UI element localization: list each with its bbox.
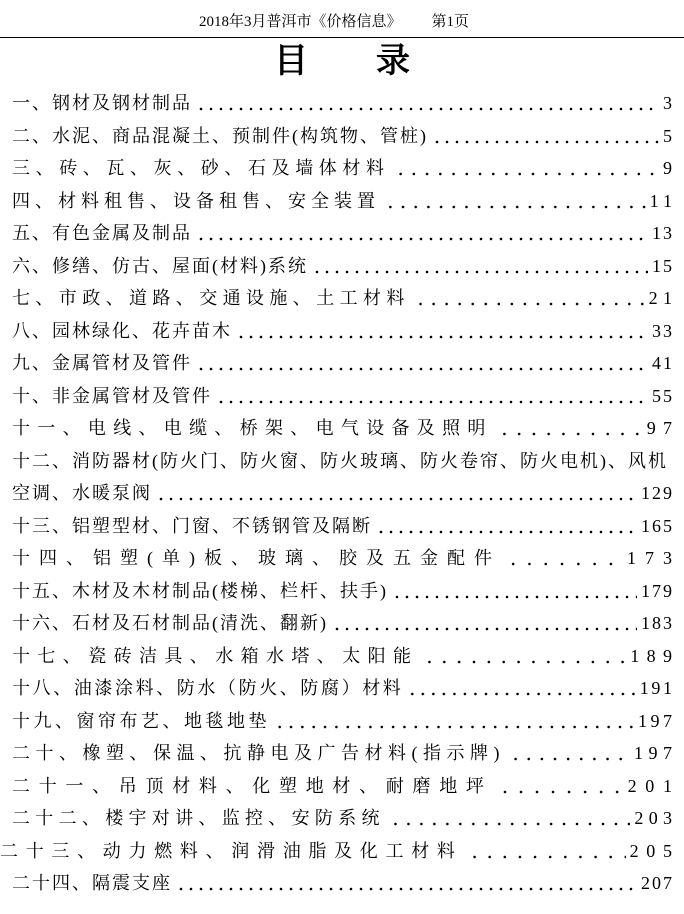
toc-entry-line <box>0 835 680 868</box>
toc-entry-page-number: 21 <box>648 288 678 308</box>
dot-leader <box>432 120 659 153</box>
toc-entry <box>12 672 675 705</box>
toc-entry-line <box>12 152 678 185</box>
toc-entry-label: 十八、油漆涂料、防水（防火、防腐）材料 <box>12 678 404 698</box>
toc-entry-line <box>12 867 672 900</box>
toc-entry-page-number: 9 <box>662 158 678 178</box>
toc-entry-line <box>12 542 681 575</box>
toc-entry <box>12 705 676 738</box>
dot-leader <box>236 315 648 348</box>
toc-entry-label: 五、有色金属及制品 <box>12 223 192 243</box>
toc-entry <box>12 737 678 770</box>
toc-entry <box>12 575 672 608</box>
dot-leader <box>467 835 626 868</box>
toc-entry <box>12 185 677 218</box>
toc-entry <box>12 250 672 283</box>
toc-entry-page-number: 33 <box>652 320 674 341</box>
toc-entry <box>12 607 672 640</box>
toc-entry-line <box>12 217 672 250</box>
dot-leader <box>216 380 648 413</box>
toc-entry-page-number: 165 <box>641 515 674 536</box>
dot-leader <box>176 867 637 900</box>
toc-entry-label: 二十三、动力燃料、润滑油脂及化工材料 <box>0 840 463 861</box>
dot-leader <box>376 510 637 543</box>
toc-entry-label: 十七、瓷砖洁具、水箱水塔、太阳能 <box>12 645 419 666</box>
toc-entry <box>12 87 672 120</box>
toc-entry-page-number: 5 <box>663 125 674 146</box>
toc-entry <box>12 380 672 413</box>
toc-entry-page-number: 197 <box>634 743 678 763</box>
dot-leader <box>392 575 637 608</box>
toc-entry-page-number: 13 <box>652 223 674 243</box>
toc-entry-label: 二十四、隔震支座 <box>12 873 172 893</box>
toc-entry-page-number: 179 <box>641 580 674 601</box>
toc-entry-line <box>12 282 678 315</box>
toc-entry <box>12 412 680 445</box>
toc-entry <box>12 867 672 900</box>
dot-leader <box>156 477 637 510</box>
toc-entry <box>12 770 681 803</box>
toc-entry-label: 十、非金属管材及管件 <box>12 385 212 406</box>
dot-leader <box>312 250 648 283</box>
page-number-label: 第1页 <box>431 14 470 30</box>
toc-entry-label: 十九、窗帘布艺、地毯地垫 <box>12 710 270 731</box>
dot-leader <box>196 347 648 380</box>
toc-entry-label: 十一、电线、电缆、桥架、电气设备及照明 <box>12 418 493 438</box>
toc-entry-page-number: 203 <box>634 808 678 828</box>
dot-leader <box>332 607 637 640</box>
toc-entry-label: 一、钢材及钢材制品 <box>12 93 192 113</box>
dot-leader <box>394 152 659 185</box>
toc-entry-line <box>12 185 677 218</box>
toc-entry-line <box>12 412 680 445</box>
toc-entry-page-number: 183 <box>641 613 674 633</box>
toc-entry-label: 四、材料租售、设备租售、安全装置 <box>12 190 380 211</box>
toc-entry-line <box>12 607 672 640</box>
toc-entry-line <box>12 250 672 283</box>
toc-entry <box>12 152 678 185</box>
toc-entry-page-number: 129 <box>641 483 674 503</box>
toc-entry-line <box>12 802 678 835</box>
header-rule <box>0 37 684 38</box>
toc-entry-line <box>12 380 672 413</box>
toc-entry-label: 十六、石材及石材制品(清洗、翻新) <box>12 613 328 633</box>
toc-entry-page-number: 97 <box>646 418 680 438</box>
toc-entry-page-number: 189 <box>630 645 680 666</box>
toc-entry-line <box>12 315 672 348</box>
toc-entry-line <box>12 477 672 510</box>
running-header <box>0 13 684 31</box>
dot-leader <box>407 672 635 705</box>
dot-leader <box>196 217 648 250</box>
toc-entry <box>12 120 672 153</box>
toc-entry-label-continuation: 空调、水暖泵阀 <box>12 483 152 503</box>
toc-entry-page-number: 201 <box>627 775 681 796</box>
toc-entry-label: 七、市政、道路、交通设施、土工材料 <box>12 288 410 308</box>
table-of-contents <box>0 87 684 900</box>
toc-entry <box>12 282 678 315</box>
toc-entry-page-number: 207 <box>641 873 674 893</box>
toc-entry-label: 九、金属管材及管件 <box>12 353 192 373</box>
toc-entry-label: 二十二、楼宇对讲、监控、安防系统 <box>12 808 385 828</box>
toc-entry-label: 三、砖、瓦、灰、砂、石及墙体材料 <box>12 158 390 178</box>
dot-leader <box>497 770 624 803</box>
toc-entry-line <box>12 347 672 380</box>
dot-leader <box>384 185 646 218</box>
toc-entry-line <box>12 705 676 738</box>
toc-entry <box>12 445 672 510</box>
toc-entry-page-number: 11 <box>649 190 677 211</box>
toc-entry-page-number: 41 <box>652 353 674 373</box>
toc-entry-label: 十二、消防器材(防火门、防火窗、防火玻璃、防火卷帘、防火电机)、风机 <box>12 450 668 471</box>
toc-entry-line <box>12 672 675 705</box>
toc-entry-line <box>12 87 672 120</box>
dot-leader <box>505 542 623 575</box>
toc-entry-line <box>12 510 672 543</box>
toc-entry-label: 十三、铝塑型材、门窗、不锈钢管及隔断 <box>12 515 372 536</box>
toc-entry-label: 二十一、吊顶材料、化塑地材、耐磨地坪 <box>12 775 493 796</box>
dot-leader <box>497 412 643 445</box>
toc-entry-page-number: 197 <box>638 710 676 731</box>
toc-entry-page-number: 173 <box>627 548 681 568</box>
toc-entry <box>12 542 681 575</box>
toc-entry-page-number: 205 <box>629 840 680 861</box>
dot-leader <box>274 705 634 738</box>
dot-leader <box>196 87 659 120</box>
toc-entry-page-number: 55 <box>652 385 674 406</box>
toc-entry-line <box>12 640 680 673</box>
toc-entry <box>12 640 680 673</box>
toc-entry-page-number: 191 <box>639 678 675 698</box>
toc-entry-line <box>12 737 678 770</box>
toc-entry <box>12 315 672 348</box>
page-title: 目录 <box>274 43 478 80</box>
dot-leader <box>414 282 645 315</box>
toc-entry <box>0 835 680 868</box>
toc-entry-label: 八、园林绿化、花卉苗木 <box>12 320 232 341</box>
toc-entry-page-number: 3 <box>663 93 674 113</box>
toc-entry-label: 二、水泥、商品混凝土、预制件(构筑物、管桩) <box>12 125 428 146</box>
toc-entry-line <box>12 120 672 153</box>
toc-entry-line <box>12 575 672 608</box>
toc-entry <box>12 802 678 835</box>
toc-entry-line <box>12 770 681 803</box>
dot-leader <box>389 802 631 835</box>
toc-entry-label: 十五、木材及木材制品(楼梯、栏杆、扶手) <box>12 580 388 601</box>
toc-entry <box>12 510 672 543</box>
toc-entry-label: 六、修缮、仿古、屋面(材料)系统 <box>12 255 308 276</box>
dot-leader <box>509 737 630 770</box>
dot-leader <box>422 640 626 673</box>
toc-entry-label: 十四、铝塑(单)板、玻璃、胶及五金配件 <box>12 548 501 568</box>
toc-entry <box>12 347 672 380</box>
toc-entry-page-number: 15 <box>652 255 674 276</box>
toc-entry <box>12 217 672 250</box>
publication-title: 2018年3月普洱市《价格信息》 <box>198 14 402 30</box>
toc-entry-label: 二十、橡塑、保温、抗静电及广告材料(指示牌) <box>12 743 505 763</box>
